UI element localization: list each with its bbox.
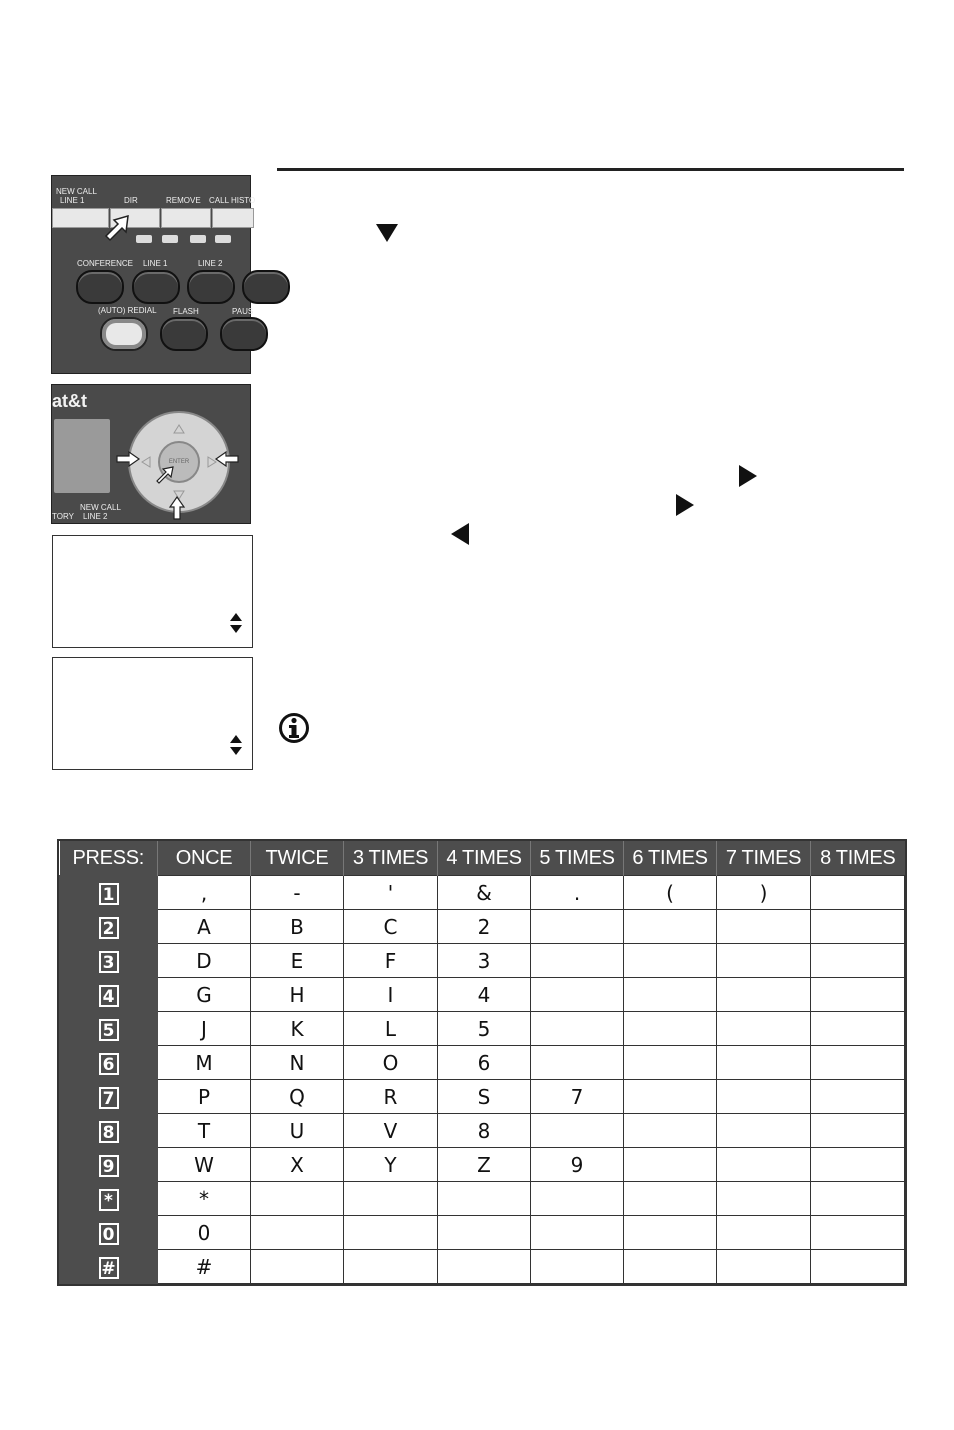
key-cell	[60, 1250, 158, 1284]
keypad-illustration	[51, 175, 256, 374]
key-cell	[60, 1216, 158, 1250]
flash-button[interactable]	[160, 317, 208, 351]
table-row	[60, 1012, 905, 1046]
character-cell	[811, 1148, 905, 1182]
navigation-illustration	[51, 384, 251, 524]
character-cell	[531, 1182, 624, 1216]
column-header: 3 TIMES	[344, 841, 438, 876]
extra-button[interactable]	[242, 270, 290, 304]
softkey-call-history[interactable]	[212, 208, 254, 228]
table-row	[60, 1046, 905, 1080]
softkey-remove[interactable]	[161, 208, 211, 228]
character-cell	[717, 1114, 811, 1148]
character-cell	[531, 1046, 624, 1080]
character-cell: 0	[158, 1216, 251, 1250]
display-screen-2	[52, 657, 253, 770]
key-cell	[60, 1182, 158, 1216]
character-cell: .	[531, 876, 624, 910]
right-triangle-icon	[676, 494, 694, 516]
flash-label: FLASH	[173, 307, 199, 316]
character-cell: W	[158, 1148, 251, 1182]
remove-label: REMOVE	[166, 196, 201, 205]
character-cell	[438, 1250, 531, 1284]
up-down-arrows-icon	[230, 613, 242, 633]
character-cell	[811, 1182, 905, 1216]
key-label: 5	[99, 1019, 119, 1041]
character-cell	[624, 1080, 717, 1114]
character-cell	[438, 1182, 531, 1216]
line2-label: LINE 2	[198, 259, 223, 268]
character-cell: 3	[438, 944, 531, 978]
key-label: 7	[99, 1087, 119, 1109]
character-cell: J	[158, 1012, 251, 1046]
dir-label: DIR	[124, 196, 138, 205]
character-cell: 9	[531, 1148, 624, 1182]
column-header: 5 TIMES	[531, 841, 624, 876]
character-cell	[624, 1046, 717, 1080]
key-cell	[60, 1046, 158, 1080]
character-cell: E	[251, 944, 344, 978]
character-cell	[811, 1046, 905, 1080]
table-row	[60, 1216, 905, 1250]
character-cell	[531, 910, 624, 944]
character-cell	[624, 1148, 717, 1182]
right-triangle-icon	[739, 465, 757, 487]
character-cell: L	[344, 1012, 438, 1046]
character-cell: V	[344, 1114, 438, 1148]
key-cell	[60, 876, 158, 910]
line1-label: LINE 1	[143, 259, 168, 268]
column-header: 4 TIMES	[438, 841, 531, 876]
character-cell	[624, 944, 717, 978]
right-pointer-arrow-icon	[116, 451, 140, 467]
character-cell: '	[344, 876, 438, 910]
character-cell	[624, 910, 717, 944]
character-cell	[717, 1250, 811, 1284]
led	[215, 235, 231, 243]
character-cell	[344, 1216, 438, 1250]
up-pointer-arrow-icon	[169, 496, 185, 520]
down-triangle-icon	[376, 224, 398, 242]
table-header-row	[60, 841, 905, 876]
character-cell: )	[717, 876, 811, 910]
line2-label: LINE 2	[83, 512, 108, 521]
character-cell	[531, 978, 624, 1012]
key-label: *	[99, 1189, 119, 1211]
character-cell: 8	[438, 1114, 531, 1148]
character-cell	[717, 1080, 811, 1114]
column-header: TWICE	[251, 841, 344, 876]
character-cell: H	[251, 978, 344, 1012]
character-cell: A	[158, 910, 251, 944]
character-cell	[624, 1182, 717, 1216]
character-cell	[811, 876, 905, 910]
character-cell: -	[251, 876, 344, 910]
key-label: #	[99, 1257, 119, 1279]
key-cell	[60, 1114, 158, 1148]
character-cell: B	[251, 910, 344, 944]
key-cell	[60, 1148, 158, 1182]
table-row	[60, 978, 905, 1012]
key-cell	[60, 910, 158, 944]
table-row	[60, 910, 905, 944]
character-cell	[717, 1148, 811, 1182]
character-cell	[531, 1250, 624, 1284]
character-cell	[531, 1216, 624, 1250]
character-cell	[811, 1114, 905, 1148]
key-label: 3	[99, 951, 119, 973]
auto-redial-button[interactable]	[100, 317, 148, 351]
column-header: 7 TIMES	[717, 841, 811, 876]
character-cell: Z	[438, 1148, 531, 1182]
character-cell	[717, 1182, 811, 1216]
line1-button[interactable]	[132, 270, 180, 304]
character-cell: R	[344, 1080, 438, 1114]
key-label: 1	[99, 883, 119, 905]
character-cell: 5	[438, 1012, 531, 1046]
key-label: 6	[99, 1053, 119, 1075]
character-cell: D	[158, 944, 251, 978]
character-cell	[251, 1216, 344, 1250]
key-label: 2	[99, 917, 119, 939]
character-cell	[344, 1250, 438, 1284]
left-triangle-icon	[451, 523, 469, 545]
character-cell: #	[158, 1250, 251, 1284]
new-call-label: NEW CALL	[80, 503, 121, 512]
column-header: 8 TIMES	[811, 841, 905, 876]
column-header: 6 TIMES	[624, 841, 717, 876]
table-row	[60, 1080, 905, 1114]
key-label: 8	[99, 1121, 119, 1143]
table-row	[60, 1250, 905, 1284]
character-cell: *	[158, 1182, 251, 1216]
character-entry-table	[59, 841, 905, 1284]
display-screen-1	[52, 535, 253, 648]
character-cell	[717, 1216, 811, 1250]
table-row	[60, 1148, 905, 1182]
character-cell	[531, 1114, 624, 1148]
character-cell: N	[251, 1046, 344, 1080]
character-cell	[624, 1250, 717, 1284]
character-cell: 6	[438, 1046, 531, 1080]
up-down-arrows-icon	[230, 735, 242, 755]
enter-pointer-arrow-icon	[155, 465, 175, 485]
character-cell	[531, 1012, 624, 1046]
key-cell	[60, 978, 158, 1012]
led	[136, 235, 152, 243]
character-cell: T	[158, 1114, 251, 1148]
line1-top-label: LINE 1	[60, 196, 85, 205]
character-cell: O	[344, 1046, 438, 1080]
character-cell	[811, 1012, 905, 1046]
character-cell	[717, 910, 811, 944]
key-cell	[60, 944, 158, 978]
character-cell	[344, 1182, 438, 1216]
call-history-label: CALL HISTO	[209, 196, 256, 205]
pause-label: PAUS	[232, 307, 254, 316]
character-cell	[811, 910, 905, 944]
character-cell	[624, 1012, 717, 1046]
character-cell: S	[438, 1080, 531, 1114]
character-cell	[811, 944, 905, 978]
character-cell: I	[344, 978, 438, 1012]
history-label: TORY	[52, 512, 74, 521]
character-cell: ,	[158, 876, 251, 910]
character-cell: P	[158, 1080, 251, 1114]
auto-redial-label: (AUTO) REDIAL	[98, 306, 157, 315]
character-cell: &	[438, 876, 531, 910]
key-label: 4	[99, 985, 119, 1007]
att-logo: at&t	[52, 391, 87, 411]
section-rule	[277, 168, 904, 171]
character-cell	[624, 978, 717, 1012]
character-cell: G	[158, 978, 251, 1012]
key-cell	[60, 1012, 158, 1046]
character-cell	[531, 944, 624, 978]
character-cell: M	[158, 1046, 251, 1080]
character-cell	[624, 1114, 717, 1148]
left-pointer-arrow-icon	[215, 451, 239, 467]
character-cell	[811, 1216, 905, 1250]
column-header: PRESS:	[60, 841, 158, 876]
character-cell	[438, 1216, 531, 1250]
line2-button[interactable]	[187, 270, 235, 304]
character-cell	[251, 1182, 344, 1216]
character-cell: Y	[344, 1148, 438, 1182]
table-row	[60, 1182, 905, 1216]
character-cell	[624, 1216, 717, 1250]
key-label: 0	[99, 1223, 119, 1245]
character-cell: 4	[438, 978, 531, 1012]
key-cell	[60, 1080, 158, 1114]
table-row	[60, 944, 905, 978]
info-icon	[278, 712, 310, 744]
conference-label: CONFERENCE	[77, 259, 134, 268]
character-cell	[811, 1250, 905, 1284]
character-cell	[811, 978, 905, 1012]
pointer-arrow-icon	[104, 214, 130, 242]
character-cell	[717, 1046, 811, 1080]
new-call-label: NEW CALL	[56, 187, 97, 196]
character-cell: Q	[251, 1080, 344, 1114]
table-row	[60, 876, 905, 910]
phone-screen	[54, 419, 110, 493]
character-cell: 7	[531, 1080, 624, 1114]
character-cell: K	[251, 1012, 344, 1046]
character-cell: (	[624, 876, 717, 910]
character-cell	[717, 944, 811, 978]
enter-button[interactable]: ENTER	[158, 441, 200, 483]
character-cell	[717, 978, 811, 1012]
led	[162, 235, 178, 243]
character-cell: 2	[438, 910, 531, 944]
character-cell: F	[344, 944, 438, 978]
column-header: ONCE	[158, 841, 251, 876]
character-cell: X	[251, 1148, 344, 1182]
character-cell: C	[344, 910, 438, 944]
character-cell	[251, 1250, 344, 1284]
conference-button[interactable]	[76, 270, 124, 304]
character-cell: U	[251, 1114, 344, 1148]
led	[190, 235, 206, 243]
table-row	[60, 1114, 905, 1148]
softkey-line1[interactable]	[52, 208, 109, 228]
key-label: 9	[99, 1155, 119, 1177]
character-cell	[717, 1012, 811, 1046]
pause-button[interactable]	[220, 317, 268, 351]
character-cell	[811, 1080, 905, 1114]
